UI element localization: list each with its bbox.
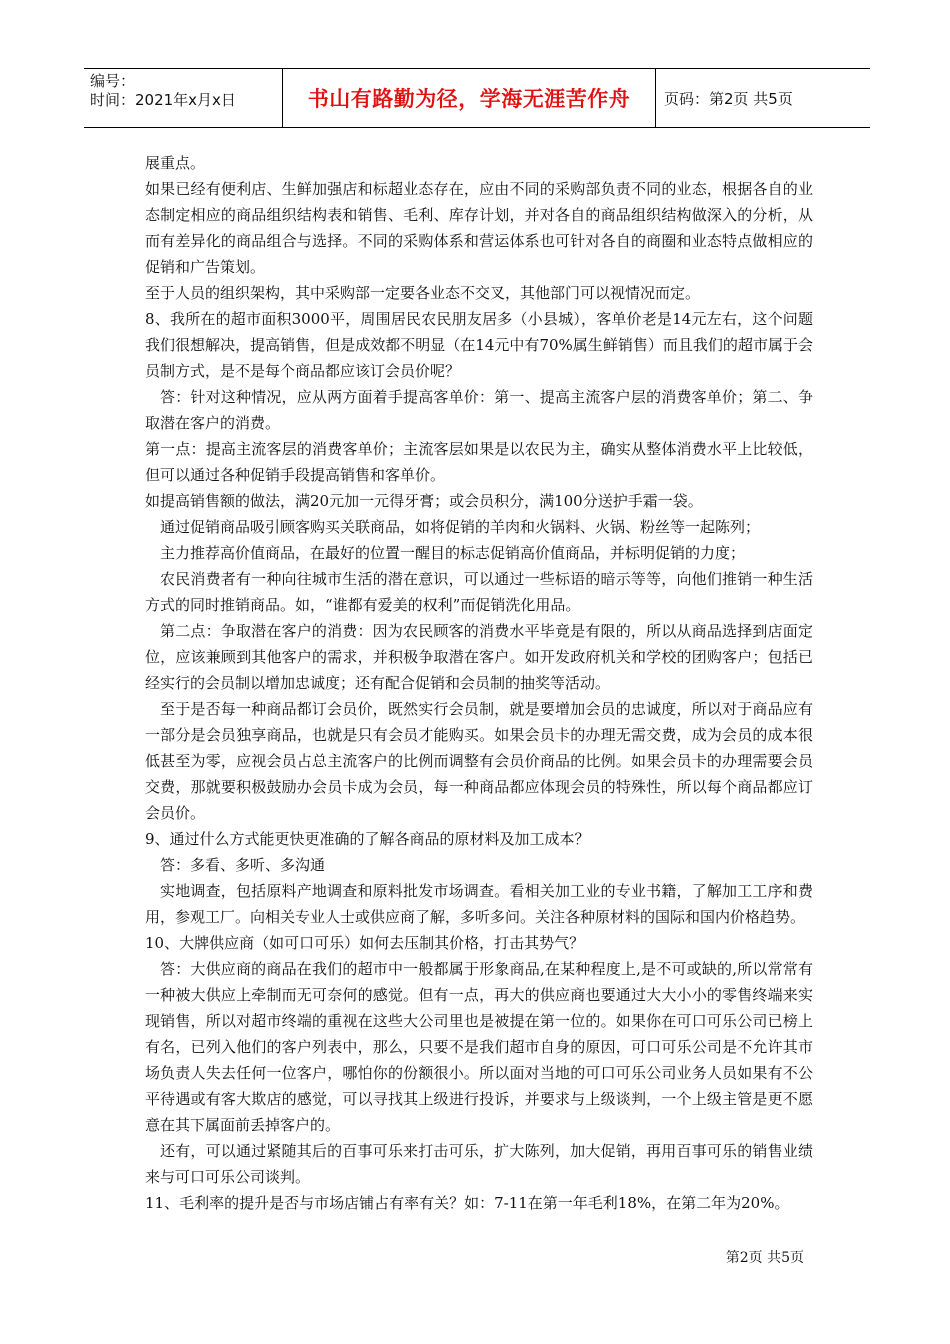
header-motto: 书山有路勤为径，学海无涯苦作舟 bbox=[282, 69, 656, 127]
body-paragraph: 8、我所在的超市面积3000平，周围居民农民朋友居多（小县城），客单价老是14元左右，这个问题我们很想解决，提高销售，但是成效都不明显（在14元中有70%属生鲜销售）而且我们的超市属于会员制方式，是不是每个商品都应该订会员价呢？ bbox=[145, 310, 813, 380]
body-paragraph: 如提高销售额的做法，满20元加一元得牙膏；或会员积分，满100分送护手霜一袋。 bbox=[145, 492, 703, 510]
body-paragraph: 第二点：争取潜在客户的消费：因为农民顾客的消费水平毕竟是有限的，所以从商品选择到店面定位，应该兼顾到其他客户的需求，并积极争取潜在客户。如开发政府机关和学校的团购客户；包括已经实行的会员制以增加忠诚度；还有配合促销和会员制的抽奖等活动。 bbox=[145, 622, 813, 692]
doc-code-label: 编号： bbox=[90, 72, 136, 90]
body-paragraph: 如果已经有便利店、生鲜加强店和标超业态存在，应由不同的采购部负责不同的业态，根据各自的业态制定相应的商品组织结构表和销售、毛利、库存计划，并对各自的商品组织结构做深入的分析，从而有差异化的商品组合与选择。不同的采购体系和营运体系也可针对各自的商圈和业态特点做相应的促销和广告策划。 bbox=[145, 180, 813, 276]
body-paragraph: 第一点：提高主流客层的消费客单价；主流客层如果是以农民为主，确实从整体消费水平上比较低，但可以通过各种促销手段提高销售和客单价。 bbox=[145, 440, 813, 484]
body-paragraph: 11、毛利率的提升是否与市场店铺占有率有关？如：7-11在第一年毛利18%，在第二年为20%。 bbox=[145, 1194, 790, 1212]
header-page-number: 页码：第2页 共5页 bbox=[664, 89, 793, 108]
body-paragraph: 农民消费者有一种向往城市生活的潜在意识，可以通过一些标语的暗示等等，向他们推销一种生活方式的同时推销商品。如，“谁都有爱美的权利”而促销洗化用品。 bbox=[145, 570, 813, 614]
body-paragraph: 主力推荐高价值商品，在最好的位置一醒目的标志促销高价值商品，并标明促销的力度； bbox=[160, 544, 746, 562]
page-footer: 第2页 共5页 bbox=[725, 1250, 804, 1266]
page-header bbox=[84, 68, 870, 128]
header-meta bbox=[84, 69, 282, 127]
body-paragraph: 答：多看、多听、多沟通 bbox=[160, 856, 326, 874]
body-paragraph: 9、通过什么方式能更快更准确的了解各商品的原材料及加工成本？ bbox=[145, 830, 590, 848]
body-paragraph: 10、大牌供应商（如可口可乐）如何去压制其价格，打击其势气？ bbox=[145, 934, 585, 952]
body-paragraph: 至于人员的组织架构，其中采购部一定要各业态不交叉，其他部门可以视情况而定。 bbox=[145, 284, 701, 302]
body-paragraph: 答：大供应商的商品在我们的超市中一般都属于形象商品,在某种程度上,是不可或缺的,所以常常有一种被大供应上牵制而无可奈何的感觉。但有一点，再大的供应商也要通过大大小小的零售终端来实现销售，所以对超市终端的重视在这些大公司里也是被提在第一位的。如果你在可口可乐公司已榜上有名，已列入他们的客户列表中，那么，只要不是我们超市自身的原因，可口可乐公司是不允许其市场负责人失去任何一位客户，哪怕你的份额很小。所以面对当地的可口可乐公司业务人员如果有不公平待遇或有客大欺店的感觉，可以寻找其上级进行投诉，并要求与上级谈判，一个上级主管是更不愿意在其下属面前丢掉客户的。 bbox=[145, 960, 813, 1134]
body-paragraph: 通过促销商品吸引顾客购买关联商品，如将促销的羊肉和火锅料、火锅、粉丝等一起陈列； bbox=[160, 518, 761, 536]
document-body bbox=[145, 150, 813, 1216]
body-paragraph: 至于是否每一种商品都订会员价，既然实行会员制，就是要增加会员的忠诚度，所以对于商品应有一部分是会员独享商品，也就是只有会员才能购买。如果会员卡的办理无需交费，成为会员的成本很低甚至为零，应视会员占总主流客户的比例而调整有会员价商品的比例。如果会员卡的办理需要会员交费，那就要积极鼓励办会员卡成为会员，每一种商品都应体现会员的特殊性，所以每个商品都应订会员价。 bbox=[145, 700, 813, 822]
body-paragraph: 答：针对这种情况，应从两方面着手提高客单价：第一、提高主流客户层的消费客单价；第二、争取潜在客户的消费。 bbox=[145, 388, 813, 432]
body-paragraph: 实地调查，包括原料产地调查和原料批发市场调查。看相关加工业的专业书籍，了解加工工序和费用，参观工厂。向相关专业人士或供应商了解，多听多问。关注各种原材料的国际和国内价格趋势。 bbox=[145, 882, 813, 926]
doc-date-label: 时间：2021年x月x日 bbox=[90, 91, 236, 109]
body-paragraph: 展重点。 bbox=[145, 154, 206, 172]
body-paragraph: 还有，可以通过紧随其后的百事可乐来打击可乐，扩大陈列，加大促销，再用百事可乐的销售业绩来与可口可乐公司谈判。 bbox=[145, 1142, 813, 1186]
